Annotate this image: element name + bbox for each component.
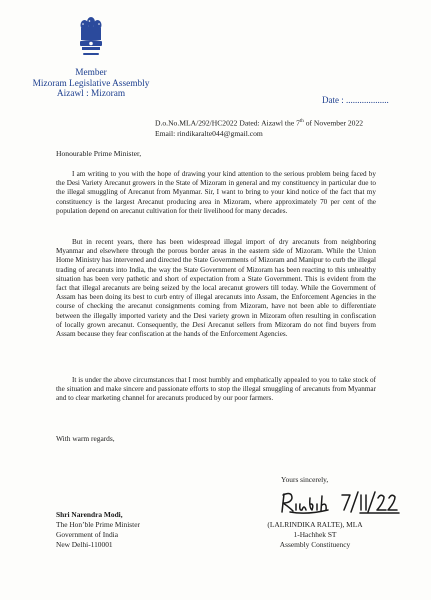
letterhead-location: Aizawl : Mizoram: [56, 89, 126, 99]
yours-sincerely: Yours sincerely,: [281, 475, 329, 484]
addressee-city: New Delhi-110001: [56, 540, 113, 549]
salutation: Honourable Prime Minister,: [56, 149, 142, 158]
reference-block: [155, 117, 363, 139]
addressee-title: The Hon’ble Prime Minister: [56, 520, 140, 529]
addressee-name: Shri Narendra Modi,: [56, 510, 123, 519]
addressee-organization: Government of India: [56, 530, 118, 539]
closing-regards: With warm regards,: [56, 434, 115, 443]
paragraph-3: It is under the above circumstances that I most humbly and emphatically appealed to you to take stock of the situation and make sincere and passionate efforts to stop the illegal smuggling of arecanuts from Myanmar and to clear marketing channel for arecanuts produced by our poor farmers.: [56, 376, 376, 403]
sender-assembly: Assembly Constituency: [279, 540, 351, 549]
paragraph-1: I am writing to you with the hope of drawing your kind attention to the serious problem being faced by the Desi Variety Arecanut growers in the State of Mizoram in general and my constituency in particular due to the illegal smuggling of Arecanut from Myanmar. Sir, I want to bring to your kind notice of the fact that my constituency is the largest Arecanut producing area in Mizoram, where approximately 70 per cent of the population depend on arecanut cultivation for their livelihood for many decades.: [56, 170, 376, 215]
letterhead-title: Member: [75, 68, 107, 78]
reference-number: D.o.No.MLA/292/HC2022 Dated: Aizawl the 7th of November 2022: [155, 118, 364, 128]
sender-name: (LALRINDIKA RALTE), MLA: [267, 520, 363, 529]
addressee-block: [56, 510, 140, 550]
letterhead-assembly: Mizoram Legislative Assembly: [32, 78, 150, 89]
letterhead: [6, 68, 176, 100]
state-emblem-icon: [78, 14, 104, 60]
sender-constituency: 1-Hachhek ST: [293, 530, 337, 539]
paragraph-2: But in recent years, there has been widespread illegal import of dry arecanuts from neighboring Myanmar and elsewhere through the porous border areas in the eastern side of Mizoram. While the Union Home Ministry has intervened and directed the State Governments of Mizoram and Manipur to curb the illegal trading of arecanuts into India, the way the State Government of Mizoram has been reacting to this unhealthy situation has been very pathetic and short of expectation from a State Government. This is evident from the fact that illegal arecanuts are being seized by the local arecanut growers till today. While the Government of Assam has been doing its best to curb entry of illegal arecanuts into Assam, the Enforcement Agencies in the course of checking the arecanut consignments coming from Mizoram, have not been able to differentiate between the illegally imported variety and the Desi variety grown in Mizoram often resulting in confiscation of locally grown arecanut. Consequently, the Desi Arecanut sellers from Mizoram do not find buyers from Assam because they fear confiscation at the hands of the Enforcement Agencies.: [56, 238, 376, 339]
sender-block: [260, 520, 370, 550]
reference-email: Email: rindikaralte044@gmail.com: [155, 128, 263, 138]
date-field: Date : ...................: [322, 95, 389, 105]
handwritten-signature: [262, 486, 412, 516]
